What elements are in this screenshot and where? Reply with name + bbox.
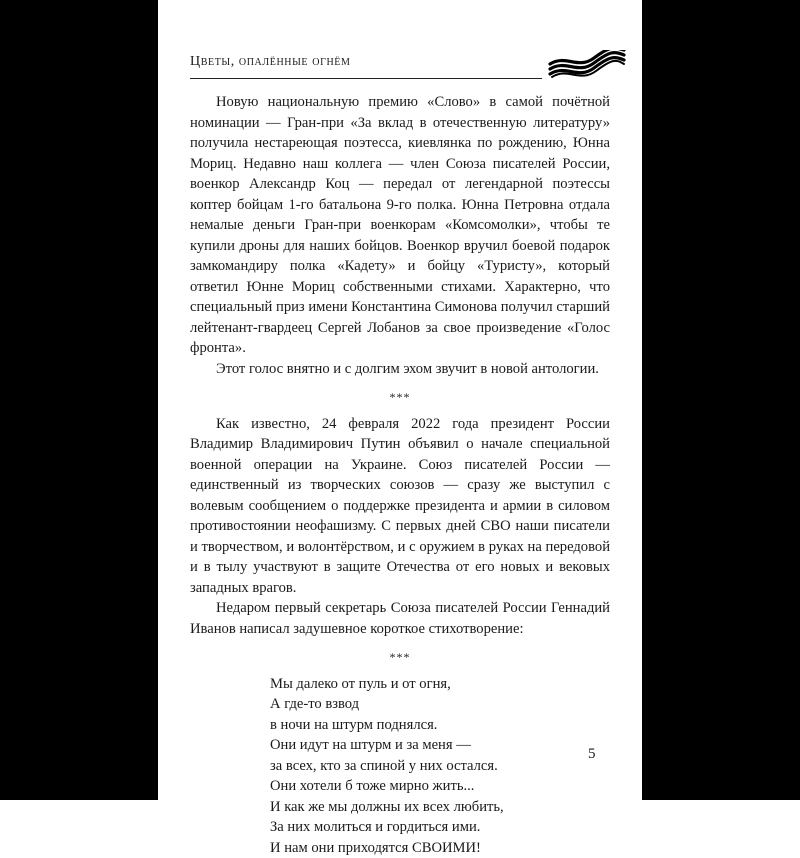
right-black-border bbox=[642, 0, 800, 800]
poem-line: Они хотели б тоже мирно жить... bbox=[270, 776, 610, 797]
running-title: Цветы, опалённые огнём bbox=[190, 54, 350, 70]
poem-line: Мы далеко от пуль и от огня, bbox=[270, 674, 610, 695]
poem-line: За них молиться и гордиться ими. bbox=[270, 817, 610, 838]
paragraph: Этот голос внятно и с долгим эхом звучит в новой антологии. bbox=[190, 359, 610, 380]
book-page bbox=[158, 0, 642, 800]
paragraph: Недаром первый секретарь Союза писателей России Геннадий Иванов написал задушевное короткое стихотворение: bbox=[190, 598, 610, 639]
poem-line: И нам они приходятся СВОИМИ! bbox=[270, 838, 610, 858]
running-head bbox=[190, 46, 610, 80]
poem-line: в ночи на штурм поднялся. bbox=[270, 715, 610, 736]
poem-line: А где-то взвод bbox=[270, 694, 610, 715]
st-george-ribbon-icon bbox=[548, 50, 626, 80]
left-black-border bbox=[0, 0, 158, 800]
paragraph: Новую национальную премию «Слово» в самой почётной номинации — Гран-при «За вклад в отечественную литературу» получила нестареющая поэтесса, киевлянка по рождению, Юнна Мориц. Недавно наш коллега — член Союза писателей России, военкор Александр Коц — передал от легендарной поэтессы коптер бойцам 1-го батальона 9-го полка. Юнна Петровна отдала немалые деньги Гран-при военкорам «Комсомолки», чтобы те купили дроны для наших бойцов. Военкор вручил боевой подарок замкомандиру полка «Кадету» и бойцу «Туристу», который ответил Юнне Мориц собственными стихами. Характерно, что специальный приз имени Константина Симонова получил старший лейтенант-гвардеец Сергей Лобанов за свое произведение «Голос фронта». bbox=[190, 92, 610, 359]
poem bbox=[270, 674, 610, 858]
poem-line: И как же мы должны их всех любить, bbox=[270, 797, 610, 818]
poem-line: за всех, кто за спиной у них остался. bbox=[270, 756, 610, 777]
main-text bbox=[190, 92, 610, 858]
section-separator: *** bbox=[190, 387, 610, 408]
paragraph: Как известно, 24 февраля 2022 года президент России Владимир Владимирович Путин объявил о начале специальной военной операции на Украине. Союз писателей России — единственный из творческих союзов — сразу же выступил с волевым сообщением о поддержке президента и армии в силовом противостоянии неофашизму. С первых дней СВО наши писатели и творчеством, и волонтёрством, и с оружием в руках на передовой и в тылу участвуют в защите Отечества от его новых и вековых западных врагов. bbox=[190, 414, 610, 599]
poem-line: Они идут на штурм и за меня — bbox=[270, 735, 610, 756]
page-number: 5 bbox=[588, 746, 596, 763]
section-separator: *** bbox=[190, 647, 610, 668]
header-rule bbox=[190, 78, 542, 79]
